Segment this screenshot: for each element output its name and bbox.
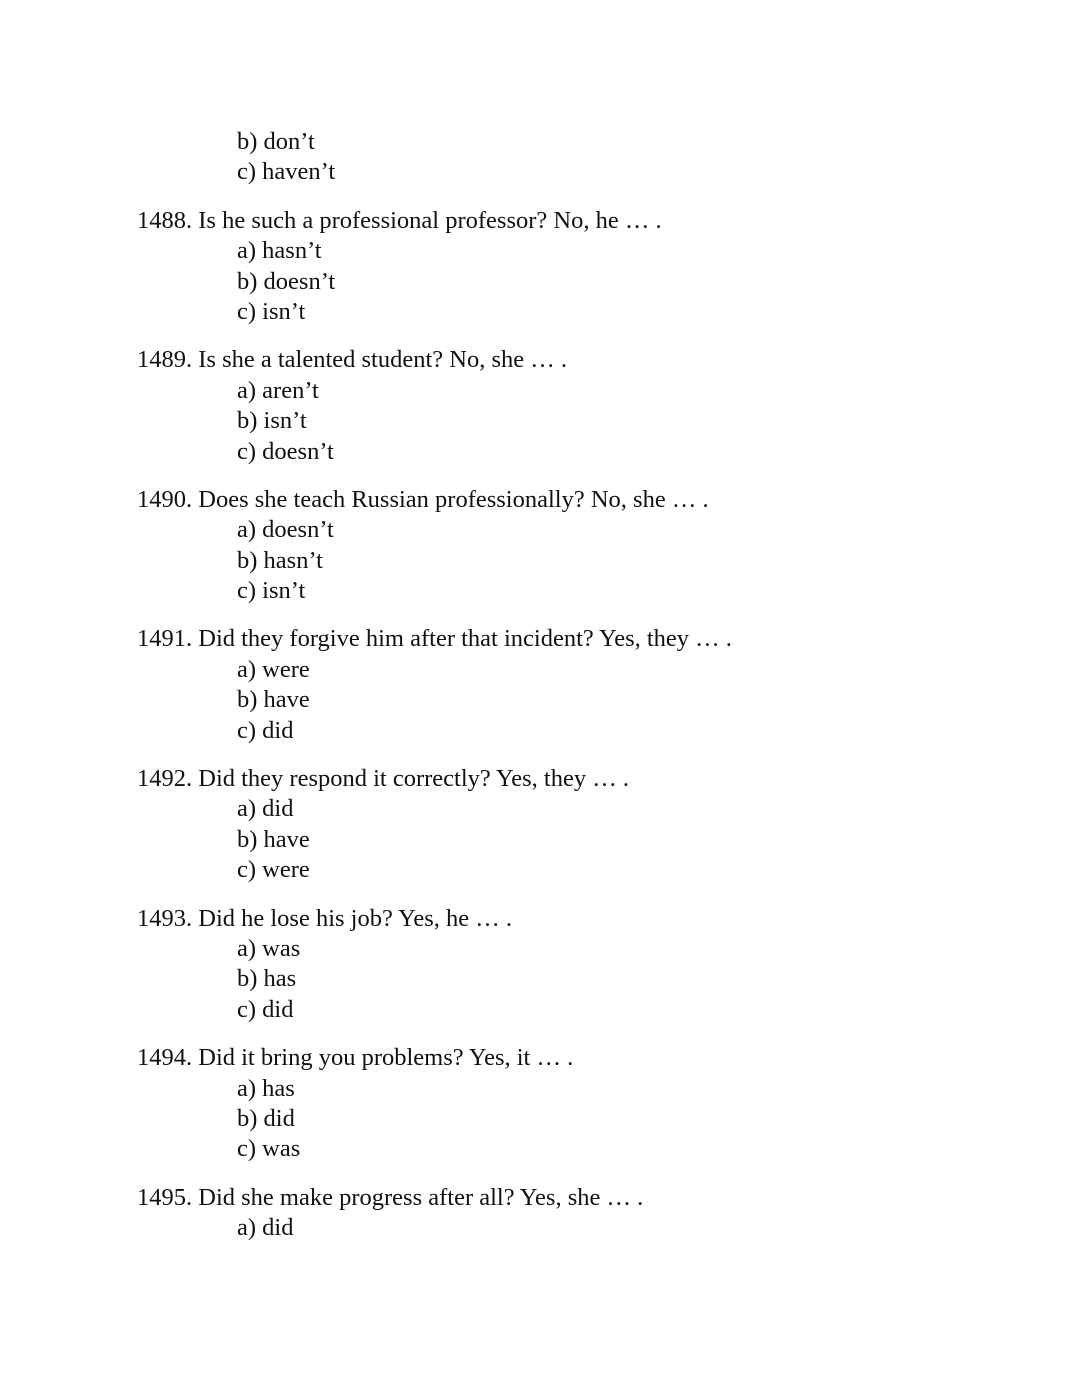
answer-option: b) isn’t (237, 407, 307, 435)
question-text: 1493. Did he lose his job? Yes, he … . (137, 904, 512, 932)
question-text: 1490. Does she teach Russian professionally? No, she … . (137, 485, 709, 513)
answer-option: a) did (237, 1214, 294, 1242)
question-list (137, 206, 1037, 1244)
answer-option: c) isn’t (237, 577, 306, 605)
answer-option: b) doesn’t (237, 267, 336, 295)
question-item (137, 764, 1037, 886)
answer-option: a) hasn’t (237, 237, 322, 265)
carryover-options (137, 127, 1037, 188)
question-item (137, 1043, 1037, 1165)
answer-option: b) hasn’t (237, 546, 323, 574)
answer-option: a) aren’t (237, 376, 319, 404)
question-item (137, 624, 1037, 746)
answer-option: a) doesn’t (237, 516, 334, 544)
answer-option: a) was (237, 934, 301, 962)
question-item (137, 904, 1037, 1026)
answer-option: b) did (237, 1104, 295, 1132)
question-text: 1492. Did they respond it correctly? Yes, they … . (137, 765, 629, 793)
answer-option: c) isn’t (237, 297, 306, 325)
answer-option: a) has (237, 1074, 295, 1102)
answer-option: c) haven’t (237, 158, 336, 186)
answer-option: c) were (237, 856, 310, 884)
answer-option: b) have (237, 686, 310, 714)
question-text: 1491. Did they forgive him after that incident? Yes, they … . (137, 625, 732, 653)
question-item (137, 206, 1037, 328)
answer-option: c) did (237, 995, 294, 1023)
question-text: 1495. Did she make progress after all? Yes, she … . (137, 1183, 644, 1211)
question-text: 1489. Is she a talented student? No, she … . (137, 346, 568, 374)
answer-option: c) did (237, 716, 294, 744)
question-item (137, 1183, 1037, 1244)
answer-option: a) were (237, 655, 310, 683)
question-item (137, 485, 1037, 607)
answer-option: b) have (237, 825, 310, 853)
answer-option: c) was (237, 1135, 301, 1163)
answer-option: b) has (237, 965, 297, 993)
document-page (137, 127, 1037, 1244)
question-item (137, 345, 1037, 467)
question-text: 1488. Is he such a professional professor? No, he … . (137, 206, 662, 234)
answer-option: a) did (237, 795, 294, 823)
question-text: 1494. Did it bring you problems? Yes, it … . (137, 1044, 574, 1072)
answer-option: b) don’t (237, 128, 315, 155)
answer-option: c) doesn’t (237, 437, 334, 465)
